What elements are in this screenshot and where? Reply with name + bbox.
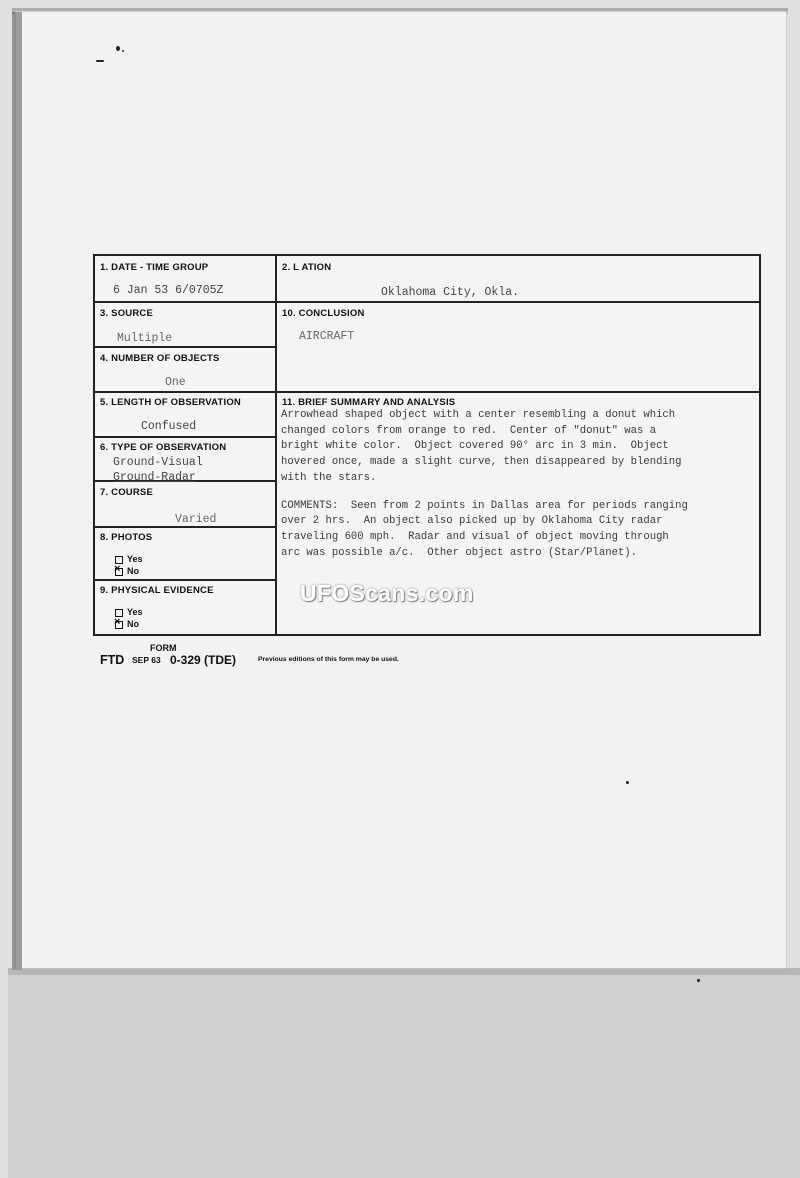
- location-label: 2. L ATION: [282, 262, 332, 273]
- form-number: 0-329 (TDE): [170, 653, 237, 667]
- length-of-observation-value: Confused: [141, 420, 197, 433]
- type-of-observation-value: Ground-Visual: [113, 456, 203, 469]
- checkbox-checked-icon[interactable]: [115, 568, 123, 576]
- row-divider: [95, 301, 761, 303]
- checkbox-checked-icon[interactable]: [115, 621, 123, 629]
- number-of-objects-label: 4. NUMBER OF OBJECTS: [100, 353, 220, 364]
- form-word: FORM: [150, 643, 177, 653]
- source-value: Multiple: [117, 332, 173, 345]
- physical-evidence-no-option[interactable]: ×No: [115, 619, 139, 629]
- brief-summary-label: 11. BRIEF SUMMARY AND ANALYSIS: [282, 397, 456, 408]
- date-time-label: 1. DATE - TIME GROUP: [100, 262, 209, 273]
- date-time-value: 6 Jan 53 6/0705Z: [113, 284, 224, 297]
- row-divider: [95, 579, 276, 581]
- brief-summary-text: [281, 408, 761, 573]
- scan-mark: [122, 50, 124, 52]
- type-of-observation-value: Ground-Radar: [113, 471, 196, 484]
- length-of-observation-label: 5. LENGTH OF OBSERVATION: [100, 397, 241, 408]
- row-divider: [95, 436, 276, 438]
- photos-label: 8. PHOTOS: [100, 532, 153, 543]
- form-date: SEP 63: [132, 655, 161, 665]
- number-of-objects-value: One: [165, 376, 186, 389]
- photos-no-option[interactable]: ×No: [115, 566, 139, 576]
- course-label: 7. COURSE: [100, 487, 154, 498]
- conclusion-value: AIRCRAFT: [299, 330, 355, 343]
- next-page-sheet: [8, 975, 800, 1178]
- ftd-label: FTD: [100, 653, 125, 667]
- scan-mark: [697, 979, 700, 982]
- comments-paragraph: COMMENTS: Seen from 2 points in Dallas area for periods ranging over 2 hrs. An object also picked up by Oklahoma City radar traveling 600 mph. Radar and visual of object moving through arc was possible a/c. Other object astro (Star/Planet).: [281, 499, 688, 559]
- type-of-observation-label: 6. TYPE OF OBSERVATION: [100, 442, 227, 453]
- scan-mark: [626, 781, 629, 784]
- row-divider: [95, 526, 276, 528]
- course-value: Varied: [175, 513, 217, 526]
- conclusion-label: 10. CONCLUSION: [282, 308, 365, 319]
- scan-mark: [116, 46, 120, 51]
- source-label: 3. SOURCE: [100, 308, 154, 319]
- photos-yes-option[interactable]: Yes: [115, 554, 143, 564]
- physical-evidence-label: 9. PHYSICAL EVIDENCE: [100, 585, 214, 596]
- paper-edge-left: [12, 12, 22, 970]
- ufo-report-form: [93, 254, 761, 636]
- location-value: Oklahoma City, Okla.: [381, 286, 520, 299]
- previous-editions-note: Previous editions of this form may be used.: [258, 656, 399, 663]
- row-divider: [95, 346, 276, 348]
- row-divider: [95, 391, 761, 393]
- watermark: UFOScans.com: [300, 580, 474, 606]
- physical-evidence-yes-option[interactable]: Yes: [115, 607, 143, 617]
- summary-paragraph: Arrowhead shaped object with a center resembling a donut which changed colors from orange to red. Center of "donut" was a bright white color. Object covered 90° arc in 3 min. Object hovered once, made a slight curve, then disappeared by blending with the stars.: [281, 409, 682, 484]
- scan-mark: [96, 60, 104, 62]
